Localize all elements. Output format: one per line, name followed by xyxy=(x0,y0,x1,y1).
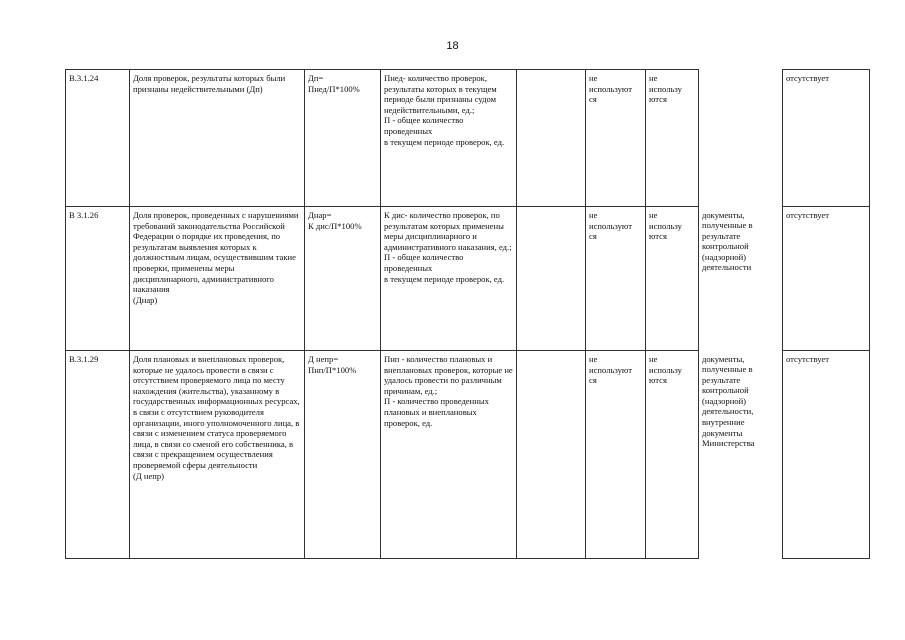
source-cell: документы, полученные в результате контрольной (надзорной) деятельности, внутренние документы Министерства xyxy=(699,351,783,559)
empty-cell xyxy=(517,207,586,351)
indicator-formula: Днар= К дис/П*100% xyxy=(305,207,381,351)
status-cell: отсутствует xyxy=(783,70,870,207)
usage-cell-2: не использу ются xyxy=(646,70,699,207)
table-row xyxy=(66,351,870,559)
usage-cell: не используют ся xyxy=(586,70,646,207)
indicator-code: В 3.1.26 xyxy=(66,207,130,351)
indicator-table xyxy=(65,69,870,559)
status-cell: отсутствует xyxy=(783,351,870,559)
indicator-code: В.3.1.29 xyxy=(66,351,130,559)
empty-cell xyxy=(517,351,586,559)
source-cell xyxy=(699,70,783,207)
indicator-code: В.3.1.24 xyxy=(66,70,130,207)
indicator-table-wrapper xyxy=(65,69,870,559)
indicator-name: Доля проверок, результаты которых были признаны недействительными (Дп) xyxy=(130,70,305,207)
indicator-description: К дис- количество проверок, по результатам которых применены меры дисциплинарного и административного наказания, ед.; П - общее количество проведенных в текущем периоде проверок, ед. xyxy=(381,207,517,351)
status-cell: отсутствует xyxy=(783,207,870,351)
table-row xyxy=(66,207,870,351)
indicator-description: Пнед- количество проверок, результаты которых в текущем периоде были признаны судом недействительными, ед.; П - общее количество проведенных в текущем периоде проверок, ед. xyxy=(381,70,517,207)
source-cell: документы, полученные в результате контрольной (надзорной) деятельности xyxy=(699,207,783,351)
table-row xyxy=(66,70,870,207)
usage-cell: не используют ся xyxy=(586,207,646,351)
usage-cell-2: не использу ются xyxy=(646,351,699,559)
indicator-formula: Д непр= Пнп/П*100% xyxy=(305,351,381,559)
usage-cell: не используют ся xyxy=(586,351,646,559)
indicator-name: Доля плановых и внеплановых проверок, которые не удалось провести в связи с отсутствием проверяемого лица по месту нахождения (жительства), указанному в государственных информационных ресурсах, в связи с отсутствием руководителя организации, иного уполномоченного лица, в связи с изменением статуса проверяемого лица, в связи со сменой его собственника, в связи с прекращением осуществления проверяемой сферы деятельности (Д непр) xyxy=(130,351,305,559)
usage-cell-2: не использу ются xyxy=(646,207,699,351)
indicator-formula: Дп= Пнед/П*100% xyxy=(305,70,381,207)
page-number: 18 xyxy=(446,40,459,52)
empty-cell xyxy=(517,70,586,207)
indicator-name: Доля проверок, проведенных с нарушениями требований законодательства Российской Федерации о порядке их проведения, по результатам выявления которых к должностным лицам, осуществившим такие проверки, применены меры дисциплинарного, административного наказания (Днар) xyxy=(130,207,305,351)
indicator-description: Пнп - количество плановых и внеплановых проверок, которые не удалось провести по различным причинам, ед.; П - количество проведенных плановых и внеплановых проверок, ед. xyxy=(381,351,517,559)
